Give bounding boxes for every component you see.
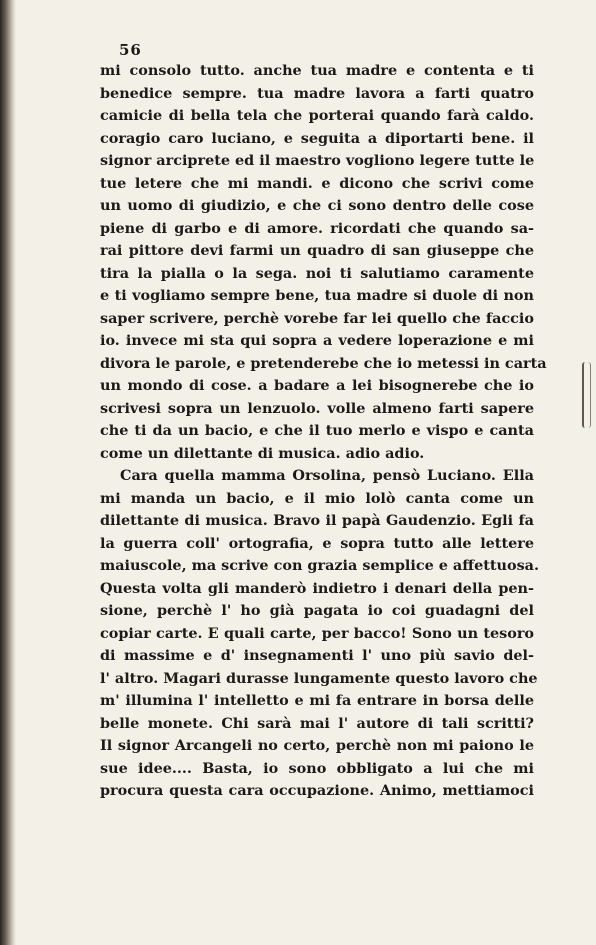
text-line: io. invece mi sta qui sopra a vedere loperazione e mi (100, 332, 534, 349)
text-line: l' altro. Magari durasse lungamente questo lavoro che (100, 669, 538, 687)
text-line: mi consolo tutto. anche tua madre e contenta e ti (100, 62, 534, 79)
text-line: benedice sempre. tua madre lavora a farti quatro (100, 84, 534, 102)
text-line: belle monete. Chi sarà mai l' autore di tali scritti? (100, 714, 534, 732)
page-edge-mark (582, 362, 591, 428)
text-line: Il signor Arcangeli no certo, perchè non mi paiono le (100, 737, 534, 754)
text-line: rai pittore devi farmi un quadro di san giuseppe che (100, 242, 534, 259)
text-line: divora le parole, e pretenderebe che io metessi in carta (100, 354, 547, 372)
text-line: un mondo di cose. a badare a lei bisognerebe che io (100, 377, 534, 394)
text-line: e ti vogliamo sempre bene, tua madre si duole di non (100, 287, 534, 304)
text-line: come un dilettante di musica. adio adio. (100, 444, 425, 462)
text-line: camicie di bella tela che porterai quando farà caldo. (100, 107, 534, 124)
text-line: procura questa cara occupazione. Animo, mettiamoci (100, 782, 534, 799)
text-line: mi manda un bacio, e il mio lolò canta come un (100, 489, 534, 507)
text-line: copiar carte. E quali carte, per bacco! Sono un tesoro (100, 624, 534, 642)
text-line: Questa volta gli manderò indietro i denari della pen- (100, 579, 534, 597)
body-text (100, 60, 547, 803)
book-spine-shadow (0, 0, 16, 945)
text-line: scrivesi sopra un lenzuolo. volle almeno farti sapere (100, 399, 534, 417)
text-line: un uomo di giudizio, e che ci sono dentro delle cose (100, 197, 534, 214)
text-line: che ti da un bacio, e che il tuo merlo e vispo e canta (100, 422, 534, 439)
text-line: piene di garbo e di amore. ricordati che quando sa- (100, 219, 534, 237)
text-line: di massime e d' insegnamenti l' uno più savio del- (100, 647, 534, 664)
text-line: tue letere che mi mandi. e dicono che scrivi come (100, 174, 534, 192)
text-line: tira la pialla o la sega. noi ti salutiamo caramente (100, 264, 534, 282)
text-line: maiuscole, ma scrive con grazia semplice e affettuosa. (100, 557, 540, 574)
text-line: sione, perchè l' ho già pagata io coi guadagni del (100, 602, 534, 619)
text-line: dilettante di musica. Bravo il papà Gaudenzio. Egli fa (100, 512, 534, 529)
text-line: Cara quella mamma Orsolina, pensò Luciano. Ella (120, 467, 534, 484)
text-line: m' illumina l' intelletto e mi fa entrare in borsa delle (100, 692, 534, 709)
text-line: la guerra coll' ortografia, e sopra tutto alle lettere (100, 534, 534, 552)
text-line: signor arciprete ed il maestro vogliono legere tutte le (100, 152, 535, 169)
text-line: sue idee.... Basta, io sono obbligato a lui che mi (100, 759, 534, 777)
text-line: coragio caro luciano, e seguita a diportarti bene. il (100, 129, 534, 147)
text-line: saper scrivere, perchè vorebe far lei quello che faccio (100, 309, 534, 327)
page-number: 56 (119, 41, 142, 59)
